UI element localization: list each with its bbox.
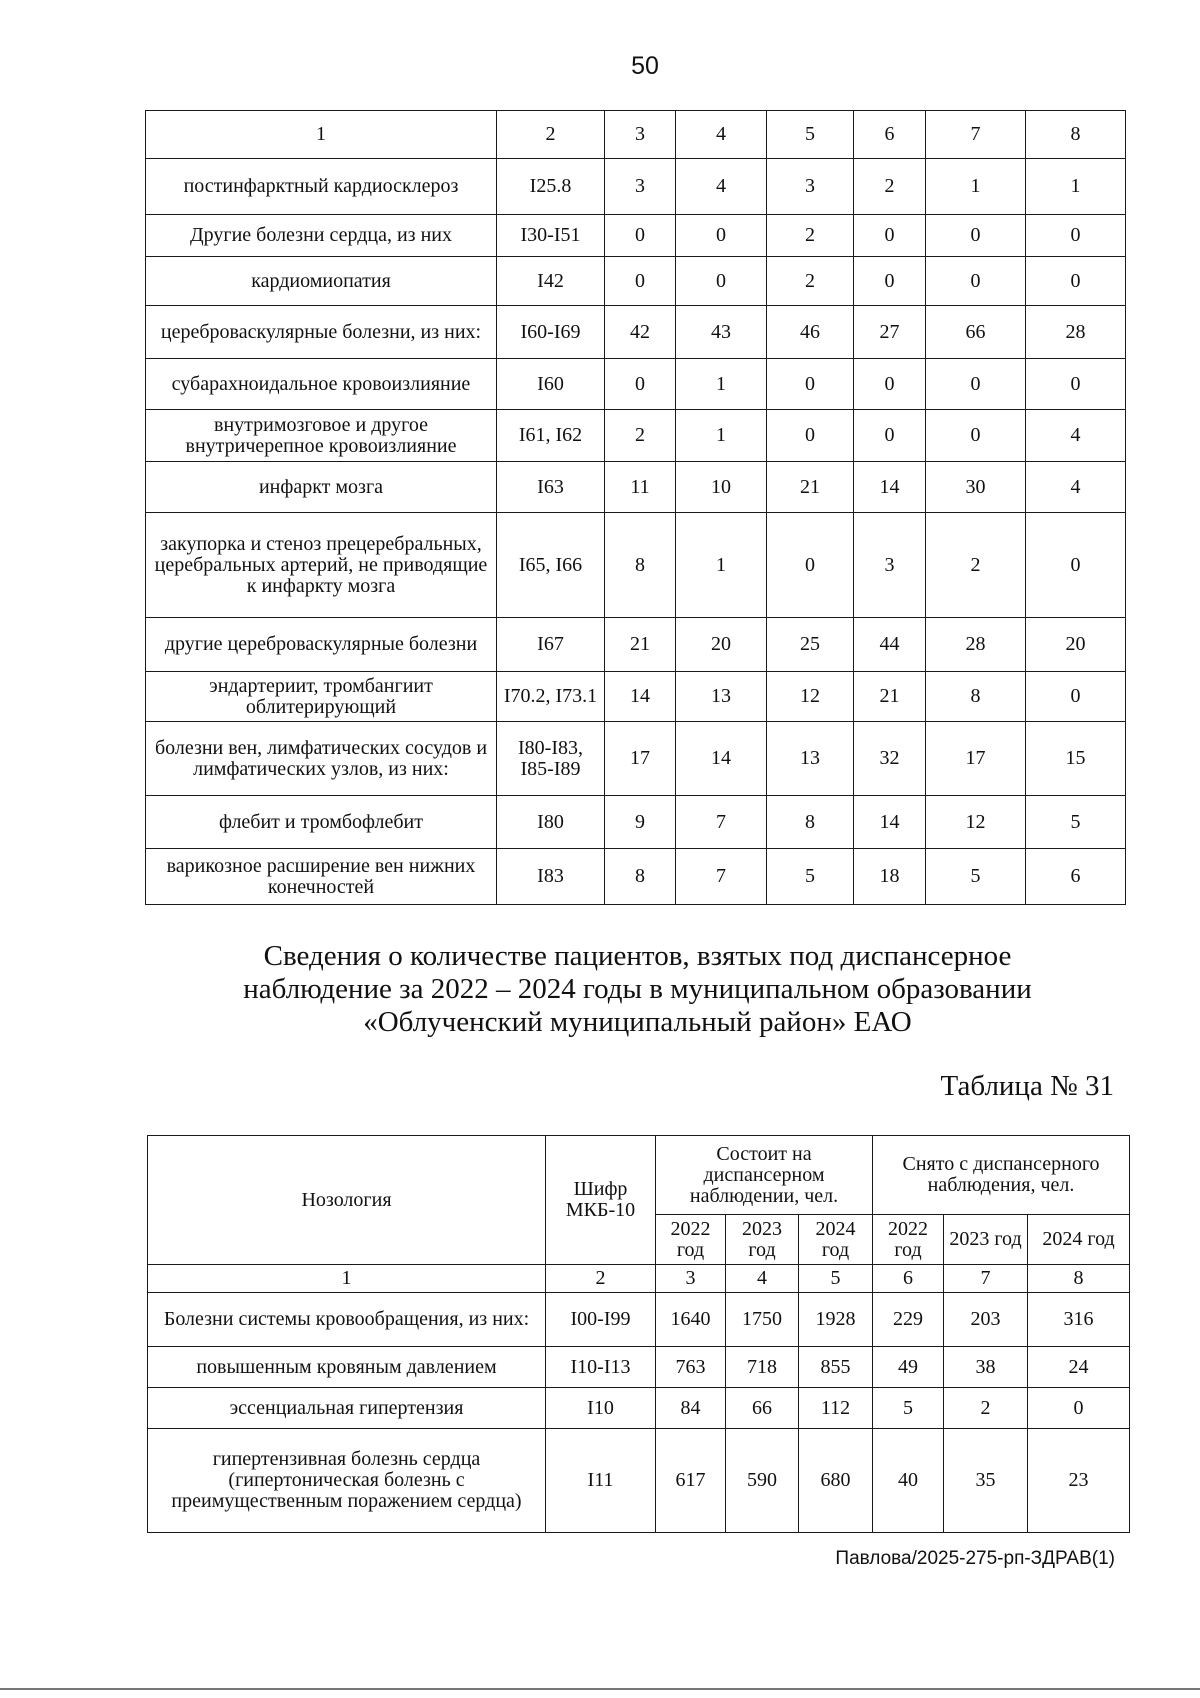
value-cell: 0 [854,359,926,410]
header-cell: 2 [497,111,605,159]
value-cell: 14 [676,722,767,796]
value-cell: 2 [767,257,854,306]
document-footer-id: Павлова/2025-275-рп-ЗДРАВ(1) [835,1548,1115,1569]
value-cell: 38 [944,1347,1028,1388]
code-cell: I83 [497,849,605,905]
value-cell: 42 [605,306,676,359]
value-cell: 4 [1026,410,1126,462]
value-cell: 1 [676,359,767,410]
value-cell: 0 [605,359,676,410]
code-cell: I25.8 [497,159,605,215]
table-row [146,672,1126,722]
value-cell: 1 [926,159,1026,215]
value-cell: 14 [605,672,676,722]
nosology-cell: Другие болезни сердца, из них [146,215,497,257]
value-cell: 44 [854,618,926,672]
value-cell: 0 [1026,672,1126,722]
value-cell: 30 [926,462,1026,513]
value-cell: 3 [767,159,854,215]
table-row [148,1429,1130,1533]
table-row [146,849,1126,905]
code-cell: I30-I51 [497,215,605,257]
table-row [148,1293,1130,1347]
value-cell: 2 [767,215,854,257]
value-cell: 2 [944,1388,1028,1429]
value-cell: 0 [605,215,676,257]
value-cell: 15 [1026,722,1126,796]
value-cell: 8 [605,513,676,618]
value-cell: 1750 [726,1293,799,1347]
nosology-cell: эссенциальная гипертензия [148,1388,546,1429]
section-title [145,940,1130,1038]
value-cell: 3 [605,159,676,215]
value-cell: 0 [676,257,767,306]
table-row [148,1388,1130,1429]
header-cell: 6 [854,111,926,159]
value-cell: 20 [676,618,767,672]
table-row [146,410,1126,462]
value-cell: 8 [605,849,676,905]
column-number: 5 [799,1265,873,1293]
table-row [146,215,1126,257]
value-cell: 21 [854,672,926,722]
column-number: 4 [726,1265,799,1293]
table-row [146,618,1126,672]
value-cell: 3 [854,513,926,618]
table-row [146,257,1126,306]
column-number: 7 [944,1265,1028,1293]
nosology-cell: цереброваскулярные болезни, из них: [146,306,497,359]
table-row [146,796,1126,849]
value-cell: 0 [767,513,854,618]
value-cell: 84 [656,1388,726,1429]
header-cell: 4 [676,111,767,159]
column-number: 1 [148,1265,546,1293]
value-cell: 1 [1026,159,1126,215]
value-cell: 46 [767,306,854,359]
value-cell: 680 [799,1429,873,1533]
nosology-cell: инфаркт мозга [146,462,497,513]
value-cell: 617 [656,1429,726,1533]
nosology-header: Нозология [148,1136,546,1265]
nosology-cell: варикозное расширение вен нижних конечностей [146,849,497,905]
year-header: 2023 год [944,1215,1028,1265]
code-cell: I10 [546,1388,656,1429]
value-cell: 12 [926,796,1026,849]
value-cell: 12 [767,672,854,722]
nosology-cell: субарахноидальное кровоизлияние [146,359,497,410]
value-cell: 0 [767,359,854,410]
code-cell: I70.2, I73.1 [497,672,605,722]
value-cell: 20 [1026,618,1126,672]
value-cell: 10 [676,462,767,513]
value-cell: 229 [873,1293,944,1347]
code-cell: I10-I13 [546,1347,656,1388]
value-cell: 0 [676,215,767,257]
value-cell: 8 [767,796,854,849]
nosology-cell: другие цереброваскулярные болезни [146,618,497,672]
value-cell: 0 [854,215,926,257]
value-cell: 0 [926,215,1026,257]
table-row [148,1347,1130,1388]
code-cell: I65, I66 [497,513,605,618]
value-cell: 0 [854,410,926,462]
value-cell: 17 [605,722,676,796]
column-number: 8 [1028,1265,1130,1293]
value-cell: 1 [676,410,767,462]
nosology-cell: закупорка и стеноз прецеребральных, церебральных артерий, не приводящие к инфаркту мозга [146,513,497,618]
value-cell: 0 [926,410,1026,462]
table-row [146,513,1126,618]
value-cell: 23 [1028,1429,1130,1533]
value-cell: 0 [767,410,854,462]
header-cell: 3 [605,111,676,159]
table-header-row [146,111,1126,159]
code-cell: I42 [497,257,605,306]
value-cell: 43 [676,306,767,359]
nosology-cell: внутримозговое и другое внутричерепное кровоизлияние [146,410,497,462]
value-cell: 0 [1026,513,1126,618]
code-cell: I80-I83, I85-I89 [497,722,605,796]
page-number: 50 [631,52,659,80]
code-cell: I80 [497,796,605,849]
nosology-cell: повышенным кровяным давлением [148,1347,546,1388]
column-number: 2 [546,1265,656,1293]
value-cell: 4 [1026,462,1126,513]
table-row [146,462,1126,513]
value-cell: 763 [656,1347,726,1388]
value-cell: 5 [873,1388,944,1429]
value-cell: 2 [605,410,676,462]
value-cell: 24 [1028,1347,1130,1388]
value-cell: 203 [944,1293,1028,1347]
value-cell: 14 [854,462,926,513]
value-cell: 17 [926,722,1026,796]
value-cell: 0 [1026,257,1126,306]
scan-edge-line [0,1688,1200,1690]
value-cell: 21 [605,618,676,672]
nosology-cell: постинфарктный кардиосклероз [146,159,497,215]
nosology-cell: гипертензивная болезнь сердца (гипертоническая болезнь с преимущественным поражением сердца) [148,1429,546,1533]
value-cell: 14 [854,796,926,849]
observed-group-header: Состоит на диспансерном наблюдении, чел. [656,1136,873,1215]
table-row [146,159,1126,215]
value-cell: 9 [605,796,676,849]
value-cell: 0 [854,257,926,306]
value-cell: 1928 [799,1293,873,1347]
code-cell: I61, I62 [497,410,605,462]
value-cell: 4 [676,159,767,215]
year-header: 2024 год [799,1215,873,1265]
year-header: 2023 год [726,1215,799,1265]
value-cell: 1640 [656,1293,726,1347]
header-cell: 5 [767,111,854,159]
value-cell: 11 [605,462,676,513]
value-cell: 27 [854,306,926,359]
value-cell: 112 [799,1388,873,1429]
title-line: наблюдение за 2022 – 2024 годы в муниципальном образовании [243,972,1032,1005]
title-line: Сведения о количестве пациентов, взятых под диспансерное [263,940,1012,972]
year-header: 2024 год [1028,1215,1130,1265]
value-cell: 7 [676,849,767,905]
value-cell: 5 [1026,796,1126,849]
continuation-table [145,110,1126,905]
value-cell: 2 [854,159,926,215]
table-row [146,306,1126,359]
code-cell: I60-I69 [497,306,605,359]
value-cell: 5 [767,849,854,905]
table-header-row [148,1136,1130,1215]
value-cell: 8 [926,672,1026,722]
table-row [146,359,1126,410]
table-number-label: Таблица № 31 [940,1070,1114,1102]
value-cell: 0 [1026,215,1126,257]
value-cell: 0 [605,257,676,306]
table-row [146,722,1126,796]
year-header: 2022 год [656,1215,726,1265]
year-header: 2022 год [873,1215,944,1265]
value-cell: 66 [726,1388,799,1429]
value-cell: 316 [1028,1293,1130,1347]
dispensary-table [147,1135,1130,1533]
code-cell: I60 [497,359,605,410]
header-cell: 1 [146,111,497,159]
code-cell: I11 [546,1429,656,1533]
removed-group-header: Снято с диспансерного наблюдения, чел. [873,1136,1130,1215]
value-cell: 0 [926,257,1026,306]
value-cell: 66 [926,306,1026,359]
code-cell: I67 [497,618,605,672]
value-cell: 13 [676,672,767,722]
value-cell: 18 [854,849,926,905]
value-cell: 40 [873,1429,944,1533]
value-cell: 2 [926,513,1026,618]
value-cell: 5 [926,849,1026,905]
value-cell: 13 [767,722,854,796]
value-cell: 0 [926,359,1026,410]
value-cell: 1 [676,513,767,618]
table-number-row [148,1265,1130,1293]
code-header: Шифр МКБ-10 [546,1136,656,1265]
title-line: «Облученский муниципальный район» ЕАО [363,1005,912,1038]
code-cell: I63 [497,462,605,513]
value-cell: 28 [926,618,1026,672]
column-number: 3 [656,1265,726,1293]
nosology-cell: болезни вен, лимфатических сосудов и лимфатических узлов, из них: [146,722,497,796]
value-cell: 21 [767,462,854,513]
nosology-cell: Болезни системы кровообращения, из них: [148,1293,546,1347]
value-cell: 7 [676,796,767,849]
value-cell: 0 [1026,359,1126,410]
value-cell: 0 [1028,1388,1130,1429]
value-cell: 6 [1026,849,1126,905]
code-cell: I00-I99 [546,1293,656,1347]
nosology-cell: кардиомиопатия [146,257,497,306]
value-cell: 590 [726,1429,799,1533]
column-number: 6 [873,1265,944,1293]
header-cell: 8 [1026,111,1126,159]
value-cell: 25 [767,618,854,672]
nosology-cell: эндартериит, тромбангиит облитерирующий [146,672,497,722]
header-cell: 7 [926,111,1026,159]
nosology-cell: флебит и тромбофлебит [146,796,497,849]
value-cell: 28 [1026,306,1126,359]
value-cell: 35 [944,1429,1028,1533]
value-cell: 32 [854,722,926,796]
value-cell: 49 [873,1347,944,1388]
value-cell: 718 [726,1347,799,1388]
value-cell: 855 [799,1347,873,1388]
